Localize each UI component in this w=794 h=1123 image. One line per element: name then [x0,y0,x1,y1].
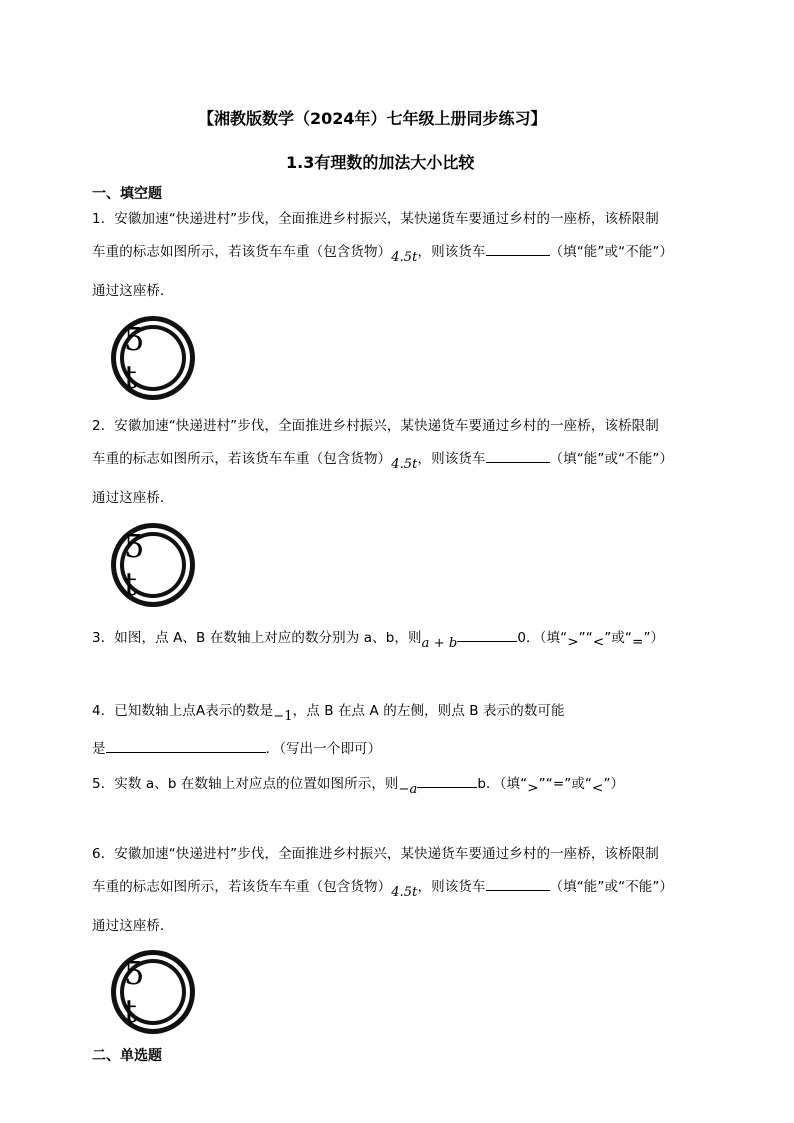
q5-post: ”） [603,776,625,792]
q1-line1: 1．安徽加速“快递进村”步伐，全面推进乡村振兴，某快递货车要通过乡村的一座桥，该桥限制 [92,211,659,227]
q6-line1: 6．安徽加速“快递进村”步伐，全面推进乡村振兴，某快递货车要通过乡村的一座桥，该桥限制 [92,846,659,862]
sign-1-text: 5 t [124,329,182,387]
q3-text: 3．如图，点 A、B 在数轴上对应的数分别为 a、b，则 [92,630,422,646]
q6-line2 [92,875,674,900]
q6-line3: 通过这座桥． [92,918,174,934]
q3-mid1: ”“ [578,630,593,646]
q4-line1 [92,699,565,724]
q1-math: 4.5t [391,250,418,265]
q4-line2 [92,737,381,757]
q1-line2-post: （填“能”或“不能”） [549,244,674,260]
doc-title: 【湘教版数学（2024年）七年级上册同步练习】 [198,109,547,128]
q1-line2-text: 车重的标志如图所示，若该货车车重（包含货物） [92,244,392,260]
q1-line2 [92,240,674,265]
q5-q1: ”“ [538,776,553,792]
q3-answer-blank[interactable] [457,629,517,642]
q3-math: a + b [421,636,458,651]
sign-3-text: 5 t [124,963,182,1021]
section-single-choice: 二、单选题 [92,1048,162,1064]
q5-math: −a [398,782,418,797]
q2-line3: 通过这座桥． [92,490,174,506]
weight-limit-sign-3 [111,950,195,1034]
q6-line2-post: （填“能”或“不能”） [549,879,674,895]
q5-q2: ”或“ [564,776,593,792]
q1-line2-mid: ，则该货车 [417,244,486,260]
weight-limit-sign-1 [111,316,195,400]
q1-line3: 通过这座桥． [92,283,174,299]
q5-mid: b．（填“ [477,776,528,792]
question-3 [92,626,665,651]
sign-2-text: 5 t [124,536,182,594]
weight-limit-sign-2 [111,523,195,607]
q3-mid2: ”或“ [604,630,633,646]
q4-line2-pre: 是 [92,741,106,757]
q5-text: 5．实数 a、b 在数轴上对应点的位置如图所示，则 [92,776,399,792]
q4-math: −1 [273,709,293,724]
q3-eq: = [632,634,644,650]
q3-gt: > [567,634,579,650]
q2-line2-text: 车重的标志如图所示，若该货车车重（包含货物） [92,451,392,467]
q3-post2: ”） [643,630,665,646]
q5-gt: > [527,780,539,796]
q1-answer-blank[interactable] [486,243,550,256]
q3-post1: 0．（填“ [517,630,568,646]
q4-text: 4．已知数轴上点A表示的数是 [92,703,274,719]
q3-lt: < [592,634,605,650]
q6-line2-text: 车重的标志如图所示，若该货车车重（包含货物） [92,879,392,895]
section-fill-blank: 一、填空题 [92,186,162,202]
q2-line2-post: （填“能”或“不能”） [549,451,674,467]
q2-math: 4.5t [391,457,418,472]
q5-eq: = [552,776,565,792]
q2-answer-blank[interactable] [486,450,550,463]
q2-line2 [92,447,674,472]
q6-line2-mid: ，则该货车 [417,879,486,895]
q4-post: ，点 B 在点 A 的左侧，则点 B 表示的数可能 [292,703,565,719]
q6-answer-blank[interactable] [486,878,550,891]
doc-subtitle: 1.3有理数的加法大小比较 [286,153,475,172]
q6-math: 4.5t [391,885,418,900]
q5-lt: < [592,780,604,796]
q2-line1: 2．安徽加速“快递进村”步伐，全面推进乡村振兴，某快递货车要通过乡村的一座桥，该桥限制 [92,418,659,434]
q4-answer-blank[interactable] [106,740,266,753]
q4-line2-post: ．（写出一个即可） [265,741,382,757]
q5-answer-blank[interactable] [417,775,477,788]
question-5 [92,772,625,797]
q2-line2-mid: ，则该货车 [417,451,486,467]
